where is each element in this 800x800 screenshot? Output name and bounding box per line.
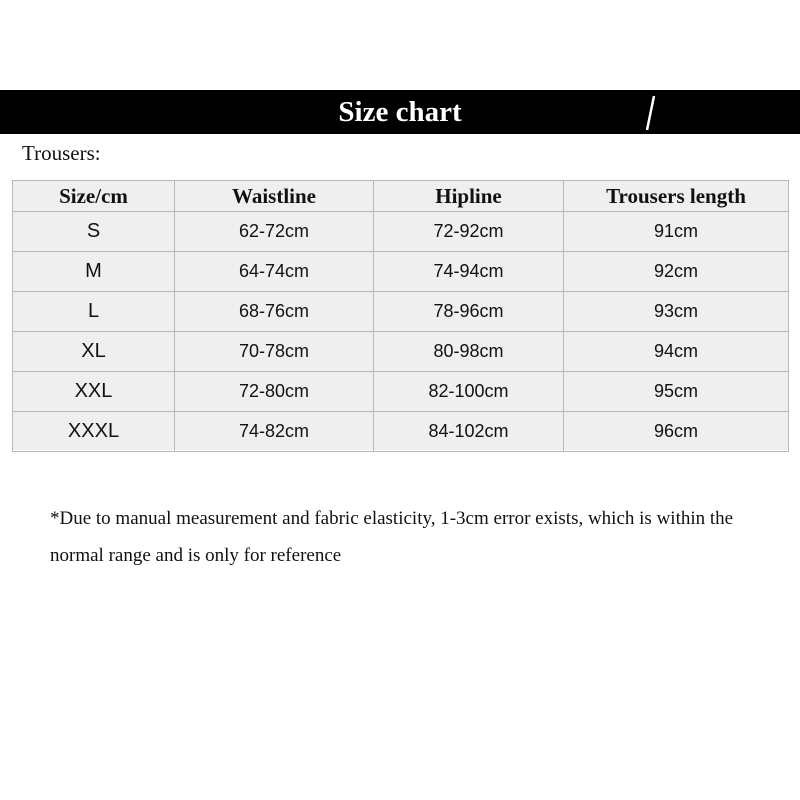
table-header-row [13,181,789,212]
length-cell: 95cm [564,372,789,412]
waistline-cell: 64-74cm [175,252,374,292]
hipline-cell: 74-94cm [374,252,564,292]
size-table [12,180,789,452]
table-row [13,412,789,452]
waistline-cell: 70-78cm [175,332,374,372]
section-label: Trousers: [22,141,101,165]
table-row [13,292,789,332]
length-cell: 96cm [564,412,789,452]
size-cell: S [13,212,175,252]
column-header-trousers-length: Trousers length [564,181,789,212]
waistline-cell: 62-72cm [175,212,374,252]
size-cell: XXXL [13,412,175,452]
column-header-size: Size/cm [13,181,175,212]
size-table-container [12,180,788,450]
length-cell: 92cm [564,252,789,292]
hipline-cell: 80-98cm [374,332,564,372]
table-row [13,252,789,292]
slash-decoration-icon [646,90,656,134]
waistline-cell: 68-76cm [175,292,374,332]
hipline-cell: 78-96cm [374,292,564,332]
waistline-cell: 72-80cm [175,372,374,412]
table-row [13,332,789,372]
length-cell: 93cm [564,292,789,332]
waistline-cell: 74-82cm [175,412,374,452]
size-cell: XL [13,332,175,372]
length-cell: 94cm [564,332,789,372]
hipline-cell: 82-100cm [374,372,564,412]
hipline-cell: 72-92cm [374,212,564,252]
size-cell: L [13,292,175,332]
column-header-waistline: Waistline [175,181,374,212]
page-title: Size chart [338,96,462,128]
column-header-hipline: Hipline [374,181,564,212]
length-cell: 91cm [564,212,789,252]
table-row [13,212,789,252]
measurement-footnote: *Due to manual measurement and fabric elasticity, 1-3cm error exists, which is within the normal range and is only for reference [50,508,734,566]
table-row [13,372,789,412]
size-cell: M [13,252,175,292]
size-cell: XXL [13,372,175,412]
title-banner [0,90,800,134]
hipline-cell: 84-102cm [374,412,564,452]
